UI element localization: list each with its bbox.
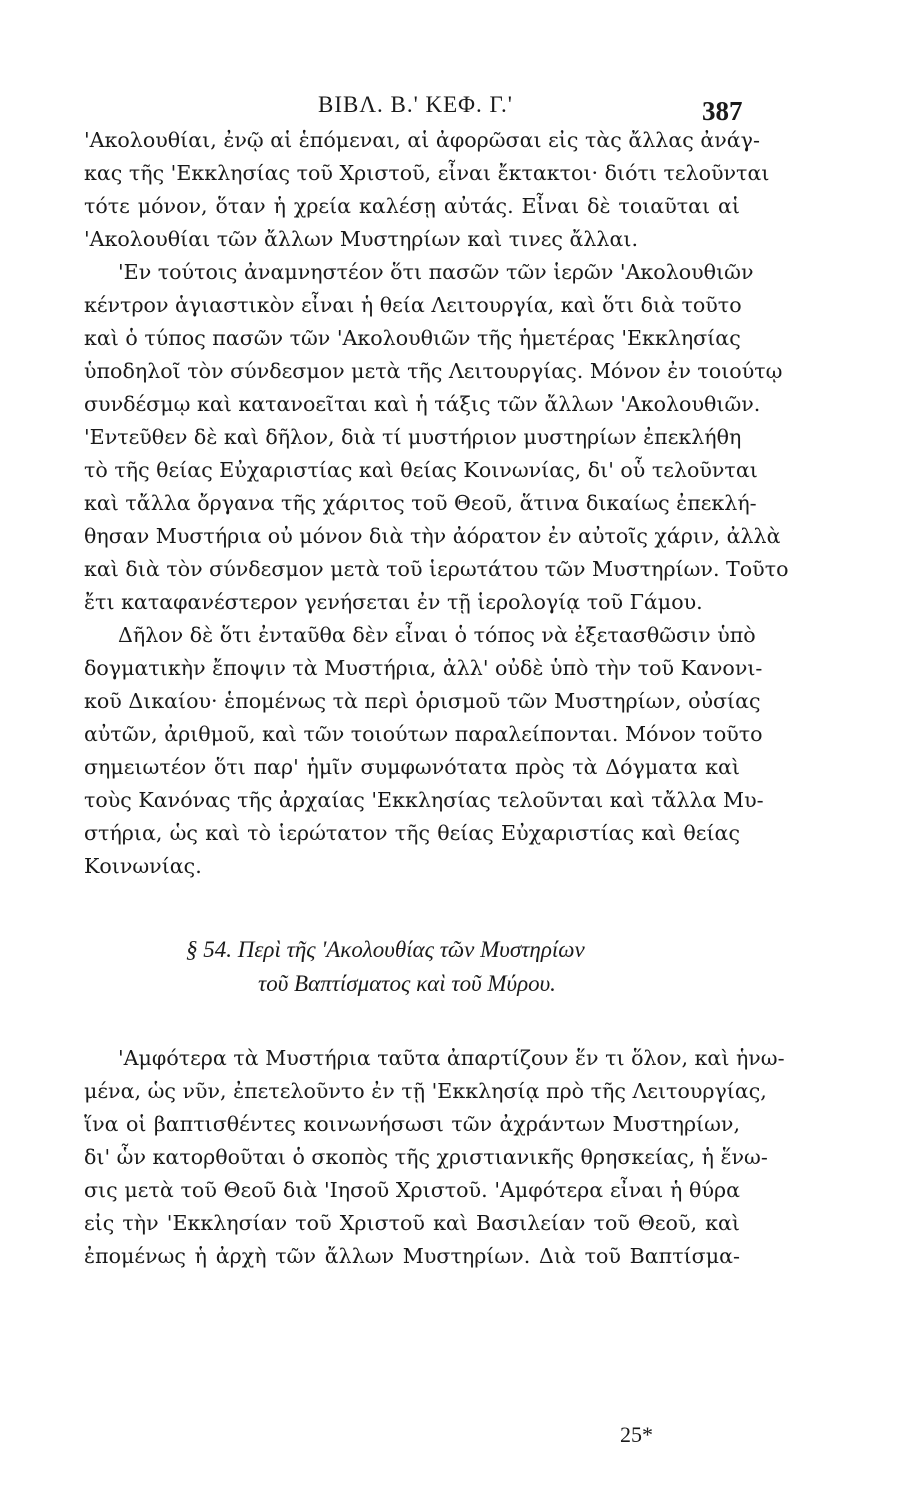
signature-mark: 25* (620, 1422, 653, 1447)
text-line: δογματικὴν ἔποψιν τὰ Μυστήρια, ἀλλ' οὐδὲ ὑπὸ τὴν τοῦ Κανονι- (84, 656, 763, 680)
text-line: αὐτῶν, ἀριθμοῦ, καὶ τῶν τοιούτων παραλείπονται. Μόνον τοῦτο (84, 722, 763, 746)
text-line: τοὺς Κανόνας τῆς ἀρχαίας 'Εκκλησίας τελοῦνται καὶ τἄλλα Μυ- (84, 788, 764, 812)
page-number: 387 (702, 96, 743, 126)
text-line: καὶ τἄλλα ὄργανα τῆς χάριτος τοῦ Θεοῦ, ἅτινα δικαίως ἐπεκλή- (84, 491, 757, 515)
text-line: τὸ τῆς θείας Εὐχαριστίας καὶ θείας Κοινωνίας, δι' οὗ τελοῦνται (84, 458, 758, 482)
text-line: μένα, ὡς νῦν, ἐπετελοῦντο ἐν τῇ 'Εκκλησίᾳ πρὸ τῆς Λειτουργίας, (84, 1079, 767, 1103)
text-line: καὶ διὰ τὸν σύνδεσμον μετὰ τοῦ ἱερωτάτου τῶν Μυστηρίων. Τοῦτο (84, 557, 789, 581)
text-line: 'Εντεῦθεν δὲ καὶ δῆλον, διὰ τί μυστήριον μυστηρίων ἐπεκλήθη (84, 425, 742, 449)
text-line: σις μετὰ τοῦ Θεοῦ διὰ 'Ιησοῦ Χριστοῦ. 'Αμφότερα εἶναι ἡ θύρα (84, 1178, 740, 1202)
text-line: συνδέσμῳ καὶ κατανοεῖται καὶ ἡ τάξις τῶν ἄλλων 'Ακολουθιῶν. (84, 392, 761, 416)
text-line: ἵνα οἱ βαπτισθέντες κοινωνήσωσι τῶν ἀχράντων Μυστηρίων, (84, 1112, 740, 1136)
text-line: ὑποδηλοῖ τὸν σύνδεσμον μετὰ τῆς Λειτουργίας. Μόνον ἐν τοιούτῳ (84, 359, 783, 383)
running-head: ΒΙΒΛ. Β.' ΚΕΦ. Γ.' (318, 92, 513, 117)
text-line: καὶ ὁ τύπος πασῶν τῶν 'Ακολουθιῶν τῆς ἡμετέρας 'Εκκλησίας (84, 326, 741, 350)
text-line: στήρια, ὡς καὶ τὸ ἱερώτατον τῆς θείας Εὐχαριστίας καὶ θείας (84, 821, 740, 845)
text-line: 'Ακολουθίαι, ἐνῷ αἱ ἑπόμεναι, αἱ ἀφορῶσαι εἰς τὰς ἄλλας ἀνάγ- (84, 128, 760, 152)
text-line: ἔτι καταφανέστερον γενήσεται ἐν τῇ ἱερολογίᾳ τοῦ Γάμου. (84, 590, 703, 614)
text-line: εἰς τὴν 'Εκκλησίαν τοῦ Χριστοῦ καὶ Βασιλείαν τοῦ Θεοῦ, καὶ (84, 1211, 740, 1235)
text-line: κας τῆς 'Εκκλησίας τοῦ Χριστοῦ, εἶναι ἔκτακτοι· διότι τελοῦνται (84, 161, 770, 185)
text-line: Κοινωνίας. (84, 854, 202, 878)
text-line: ἐπομένως ἡ ἀρχὴ τῶν ἄλλων Μυστηρίων. Διὰ τοῦ Βαπτίσμα- (84, 1244, 740, 1268)
section-heading-line-2: τοῦ Βαπτίσματος καὶ τοῦ Μύρου. (258, 971, 556, 996)
text-line: θησαν Μυστήρια οὐ μόνον διὰ τὴν ἀόρατον ἐν αὐτοῖς χάριν, ἀλλὰ (84, 524, 781, 548)
text-line: δι' ὧν κατορθοῦται ὁ σκοπὸς τῆς χριστιανικῆς θρησκείας, ἡ ἕνω- (84, 1145, 768, 1169)
text-line: κοῦ Δικαίου· ἑπομένως τὰ περὶ ὁρισμοῦ τῶν Μυστηρίων, οὐσίας (84, 689, 761, 713)
text-line: 'Εν τούτοις ἀναμνηστέον ὅτι πασῶν τῶν ἱερῶν 'Ακολουθιῶν (118, 260, 754, 284)
section-heading-line-1: § 54. Περὶ τῆς 'Ακολουθίας τῶν Μυστηρίων (186, 937, 585, 962)
text-line: 'Αμφότερα τὰ Μυστήρια ταῦτα ἀπαρτίζουν ἕν τι ὅλον, καὶ ἡνω- (118, 1046, 785, 1070)
text-line: σημειωτέον ὅτι παρ' ἡμῖν συμφωνότατα πρὸς τὰ Δόγματα καὶ (84, 755, 740, 779)
text-line: Δῆλον δὲ ὅτι ἐνταῦθα δὲν εἶναι ὁ τόπος νὰ ἐξετασθῶσιν ὑπὸ (118, 623, 756, 647)
text-line: 'Ακολουθίαι τῶν ἄλλων Μυστηρίων καὶ τινες ἄλλαι. (84, 227, 638, 251)
text-line: κέντρον ἁγιαστικὸν εἶναι ἡ θεία Λειτουργία, καὶ ὅτι διὰ τοῦτο (84, 293, 742, 317)
text-line: τότε μόνον, ὅταν ἡ χρεία καλέσῃ αὐτάς. Εἶναι δὲ τοιαῦται αἱ (84, 194, 740, 218)
